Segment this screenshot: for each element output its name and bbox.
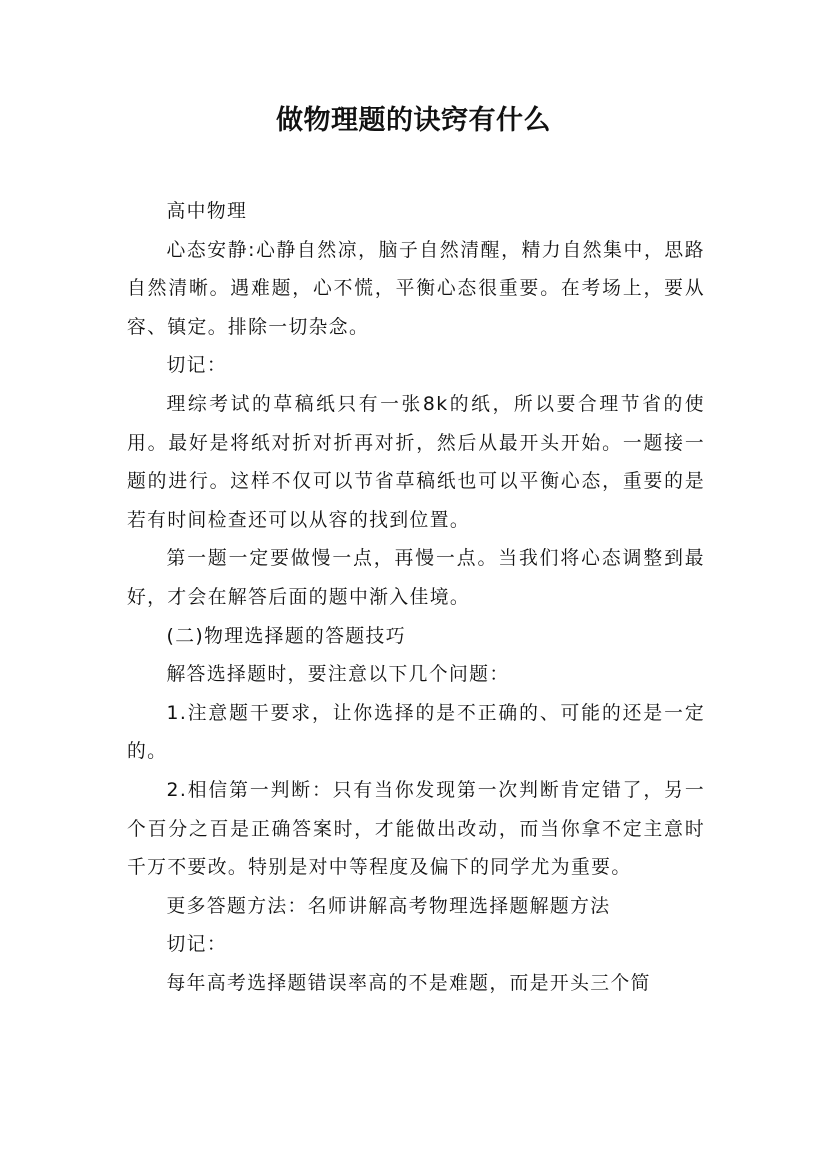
list-item: 2.相信第一判断：只有当你发现第一次判断肯定错了，另一个百分之百是正确答案时，才能做出改动，而当你拿不定主意时千万不要改。特别是对中等程度及偏下的同学尤为重要。 (127, 779, 705, 879)
paragraph: 每年高考选择题错误率高的不是难题，而是开头三个简 (166, 972, 651, 994)
paragraph: 第一题一定要做慢一点，再慢一点。当我们将心态调整到最好，才会在解答后面的题中渐入佳境。 (127, 548, 705, 608)
document-title: 做物理题的诀窍有什么 (276, 105, 551, 136)
list-item: 1.注意题干要求，让你选择的是不正确的、可能的还是一定的。 (127, 702, 705, 763)
paragraph: 理综考试的草稿纸只有一张8k的纸，所以要合理节省的使用。最好是将纸对折对折再对折，然后从最开头开始。一题接一题的进行。这样不仅可以节省草稿纸也可以平衡心态，重要的是若有时间检查还可以从容的找到位置。 (127, 393, 705, 531)
section-heading: (二)物理选择题的答题技巧 (166, 625, 406, 647)
paragraph: 心态安静:心静自然凉，脑子自然清醒，精力自然集中，思路自然清晰。遇难题，心不慌，平衡心态很重要。在考场上，要从容、镇定。排除一切杂念。 (127, 239, 705, 338)
paragraph: 更多答题方法：名师讲解高考物理选择题解题方法 (166, 895, 611, 917)
paragraph: 解答选择题时，要注意以下几个问题： (166, 664, 510, 686)
document-body (127, 193, 705, 1003)
note-label: 切记： (166, 934, 228, 956)
note-label: 切记： (166, 355, 228, 377)
section-heading: 高中物理 (166, 201, 248, 222)
